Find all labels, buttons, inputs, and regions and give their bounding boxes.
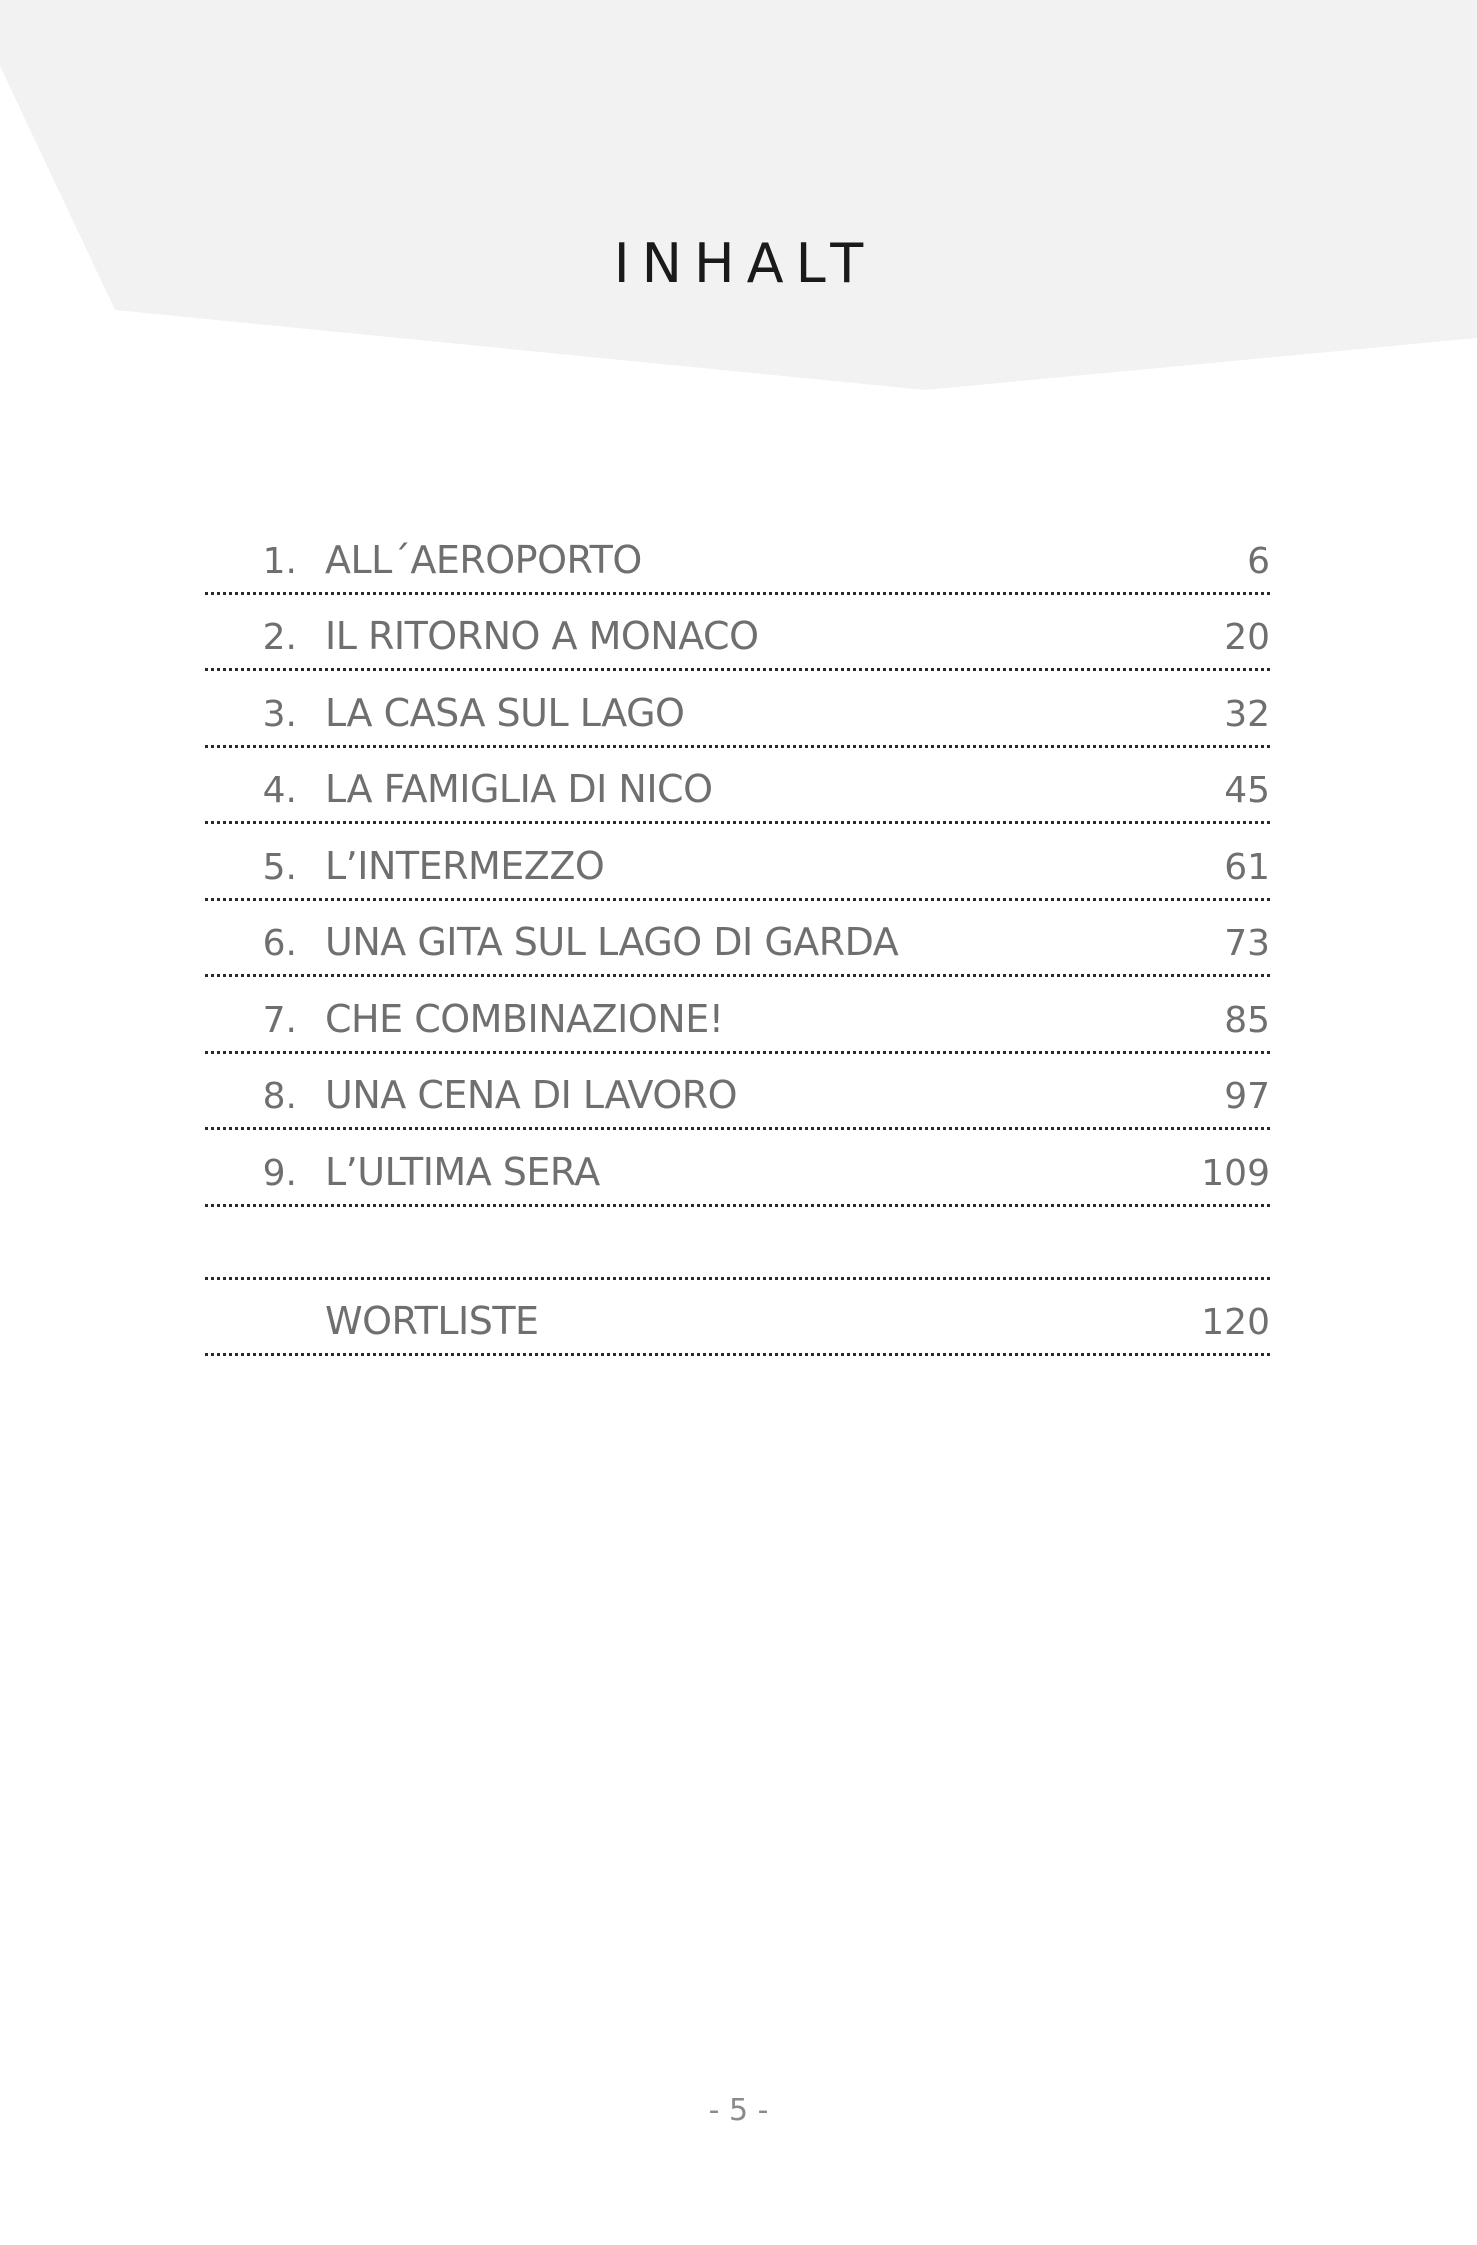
toc-entry-page: 20 [1224, 617, 1270, 658]
toc-entry [205, 824, 1270, 901]
toc-entry [205, 901, 1270, 978]
toc-appendix-title: WORTLISTE [325, 1299, 539, 1343]
toc-entry-title: UNA CENA DI LAVORO [325, 1073, 738, 1117]
toc-entry-title: L’ULTIMA SERA [325, 1149, 600, 1194]
toc-entry-number: 4. [262, 770, 297, 811]
toc-entry-title: IL RITORNO A MONACO [325, 614, 759, 658]
table-of-contents [205, 518, 1270, 1356]
toc-entry-title: LA FAMIGLIA DI NICO [325, 767, 713, 811]
toc-entry-number: 3. [262, 693, 297, 735]
toc-appendix-entry [205, 1280, 1270, 1357]
toc-entry [205, 1130, 1270, 1207]
page-title: INHALT [613, 232, 876, 295]
toc-entry-number: 6. [262, 923, 297, 964]
header-band-shape [0, 0, 1477, 390]
toc-entry-page: 85 [1224, 999, 1270, 1041]
toc-entry-title: L’INTERMEZZO [325, 843, 605, 888]
toc-entry-page: 73 [1224, 923, 1270, 964]
toc-entry [205, 518, 1270, 595]
toc-entry [205, 671, 1270, 748]
toc-entry-title: CHE COMBINAZIONE! [325, 996, 724, 1041]
toc-entry-page: 109 [1201, 1152, 1270, 1194]
toc-entry [205, 977, 1270, 1054]
toc-entry-title: LA CASA SUL LAGO [325, 690, 685, 735]
toc-entry-page: 97 [1224, 1076, 1270, 1117]
toc-entry [205, 595, 1270, 672]
toc-entry-number: 8. [262, 1076, 297, 1117]
toc-appendix-page: 120 [1201, 1302, 1270, 1343]
toc-entry-page: 6 [1247, 540, 1270, 582]
toc-entry-title: UNA GITA SUL LAGO DI GARDA [325, 920, 899, 964]
header-band [0, 0, 1477, 400]
toc-entry-page: 45 [1224, 770, 1270, 811]
toc-entry [205, 748, 1270, 825]
toc-entry-number: 5. [262, 846, 297, 888]
toc-entry-page: 32 [1224, 693, 1270, 735]
toc-entry-title: ALL´AEROPORTO [325, 537, 642, 582]
toc-entry [205, 1054, 1270, 1131]
toc-entry-number: 9. [262, 1152, 297, 1194]
toc-entry-number: 7. [262, 999, 297, 1041]
page-number: - 5 - [708, 2093, 769, 2128]
toc-separator [205, 1207, 1270, 1280]
toc-entry-number: 1. [262, 540, 297, 582]
toc-entry-page: 61 [1224, 846, 1270, 888]
toc-entry-number: 2. [262, 617, 297, 658]
